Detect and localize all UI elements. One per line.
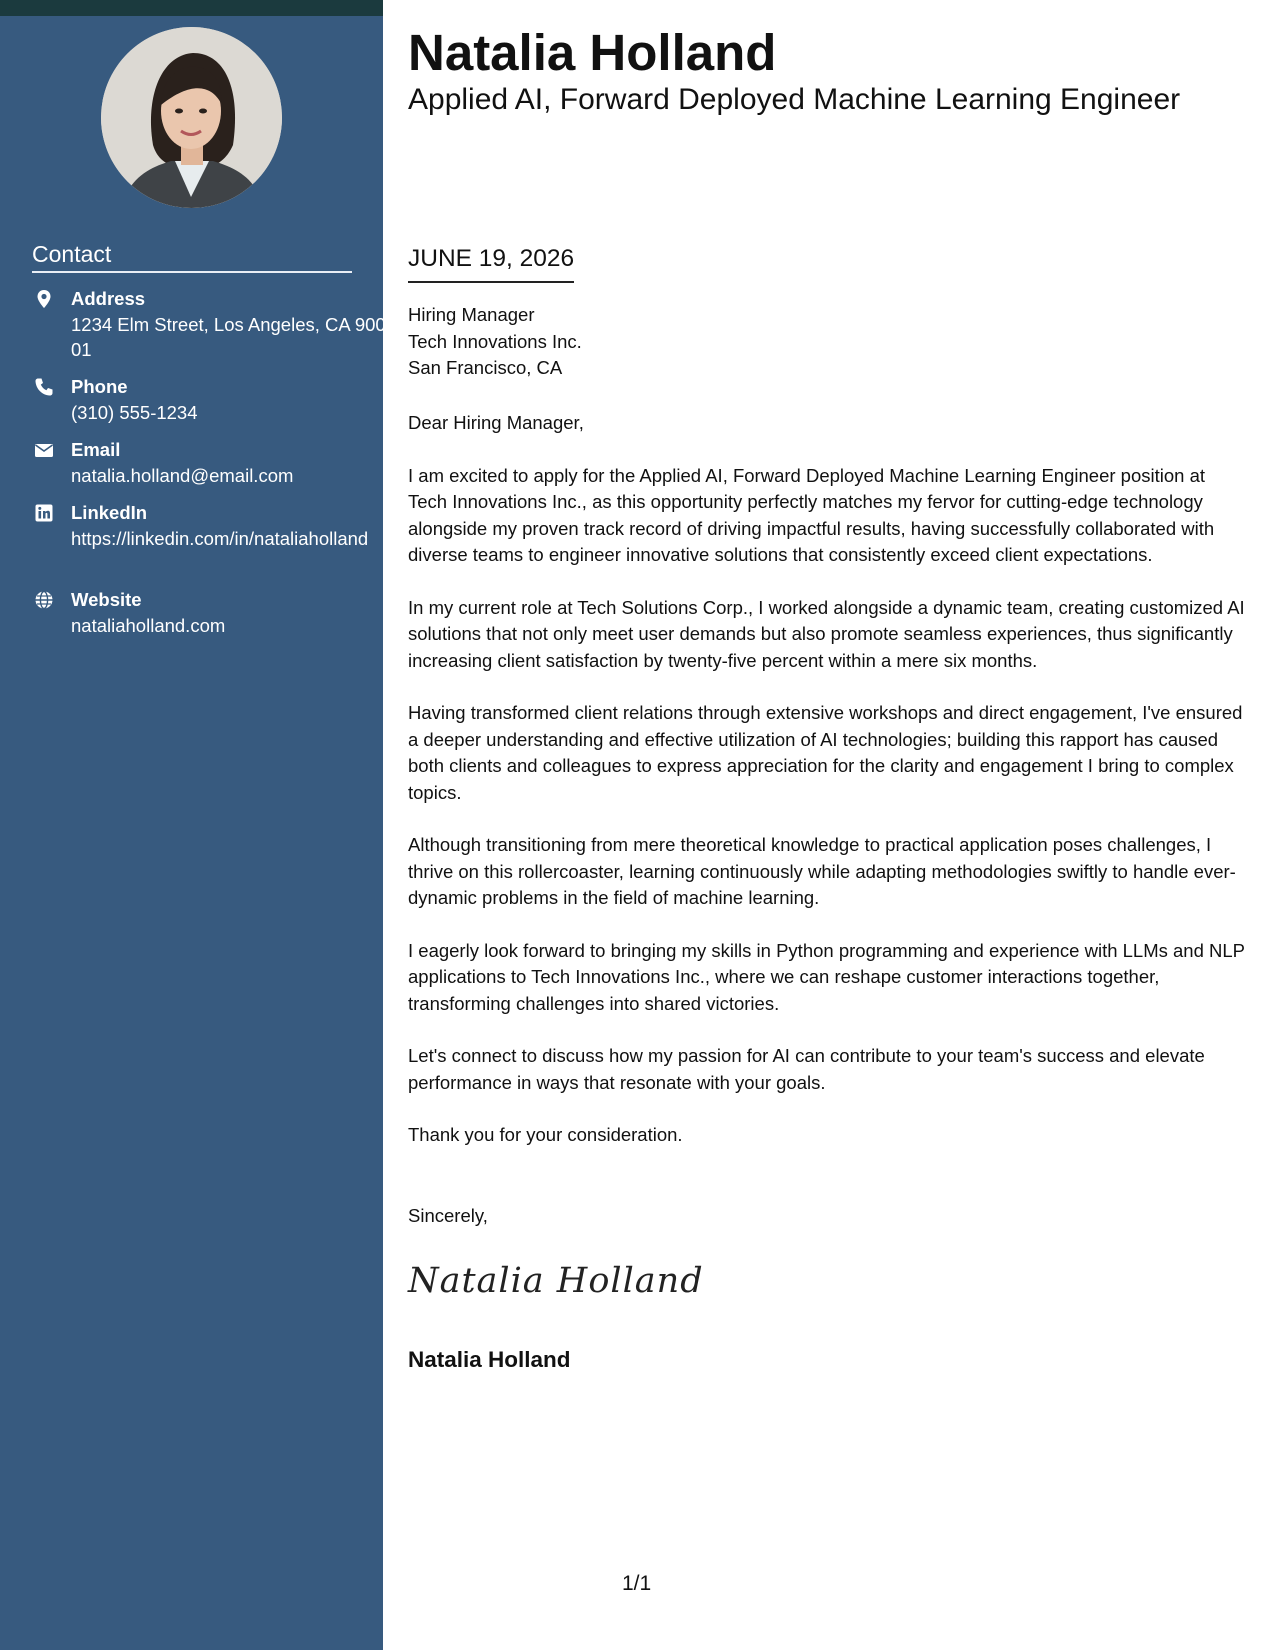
recipient-block <box>408 302 582 382</box>
email-value[interactable]: natalia.holland@email.com <box>71 465 294 486</box>
address-label: Address <box>71 288 146 309</box>
linkedin-value[interactable]: https://linkedin.com/in/nataliaholland <box>71 528 369 549</box>
letter-paragraph: Thank you for your consideration. <box>408 1124 683 1145</box>
phone-value: (310) 555-1234 <box>71 402 198 423</box>
website-label: Website <box>71 589 142 610</box>
linkedin-label: LinkedIn <box>71 502 148 523</box>
sidebar-top-bar <box>0 0 383 16</box>
linkedin-icon <box>34 503 54 523</box>
recipient-line: Tech Innovations Inc. <box>408 330 582 352</box>
envelope-icon <box>34 440 54 460</box>
applicant-name: Natalia Holland <box>408 24 777 81</box>
globe-icon <box>34 590 54 610</box>
applicant-title: Applied AI, Forward Deployed Machine Learning Engineer <box>408 83 1181 116</box>
website-value[interactable]: nataliaholland.com <box>71 615 226 636</box>
email-label: Email <box>71 439 121 460</box>
letter-content <box>408 410 1248 1175</box>
salutation: Dear Hiring Manager, <box>408 412 584 433</box>
letter-paragraph: I eagerly look forward to bringing my skills in Python programming and experience with LLMs and NLP applications to Tech Innovations Inc., where we can reshape customer interactions together, transforming challenges into shared victories. <box>408 939 1245 1014</box>
phone-icon <box>34 377 54 397</box>
address-value: 1234 Elm Street, Los Angeles, CA 90001 <box>71 314 386 360</box>
signer-name: Natalia Holland <box>408 1347 571 1372</box>
letter-paragraph: Having transformed client relations through extensive workshops and direct engagement, I've ensured a deeper understanding and effective utilization of AI technologies; building this rapport has caused both clients and colleagues to express appreciation for the clarity and engagement I bring to complex topics. <box>408 702 1243 803</box>
letter-date: JUNE 19, 2026 <box>408 243 574 283</box>
phone-label: Phone <box>71 376 128 397</box>
letter-paragraph: I am excited to apply for the Applied AI, Forward Deployed Machine Learning Engineer position at Tech Innovations Inc., as this opportunity perfectly matches my fervor for cutting-edge technology alongside my proven track record of driving impactful results, having successfully collaborated with diverse teams to engineer innovative solutions that consistently exceed client expectations. <box>408 464 1215 565</box>
letter-paragraph: Although transitioning from mere theoretical knowledge to practical application poses challenges, I thrive on this rollercoaster, learning continuously while adapting methodologies swiftly to handle ever-dynamic problems in the field of machine learning. <box>408 834 1236 908</box>
sidebar <box>0 0 386 1650</box>
letter-paragraph: Let's connect to discuss how my passion for AI can contribute to your team's success and elevate performance in ways that resonate with your goals. <box>408 1045 1205 1093</box>
recipient-line: San Francisco, CA <box>408 357 563 378</box>
closing: Sincerely, <box>408 1205 488 1226</box>
page-number: 1/1 <box>622 1572 652 1595</box>
recipient-line: Hiring Manager <box>408 304 535 325</box>
handwritten-signature: Natalia Holland <box>408 1261 704 1301</box>
avatar <box>101 27 282 208</box>
contact-heading: Contact <box>32 240 352 273</box>
letter-paragraph: In my current role at Tech Solutions Corp., I worked alongside a dynamic team, creating customized AI solutions that not only meet user demands but also promote seamless experiences, thus significantly increasing client satisfaction by twenty-five percent within a mere six months. <box>408 596 1245 671</box>
map-pin-icon <box>34 289 54 309</box>
